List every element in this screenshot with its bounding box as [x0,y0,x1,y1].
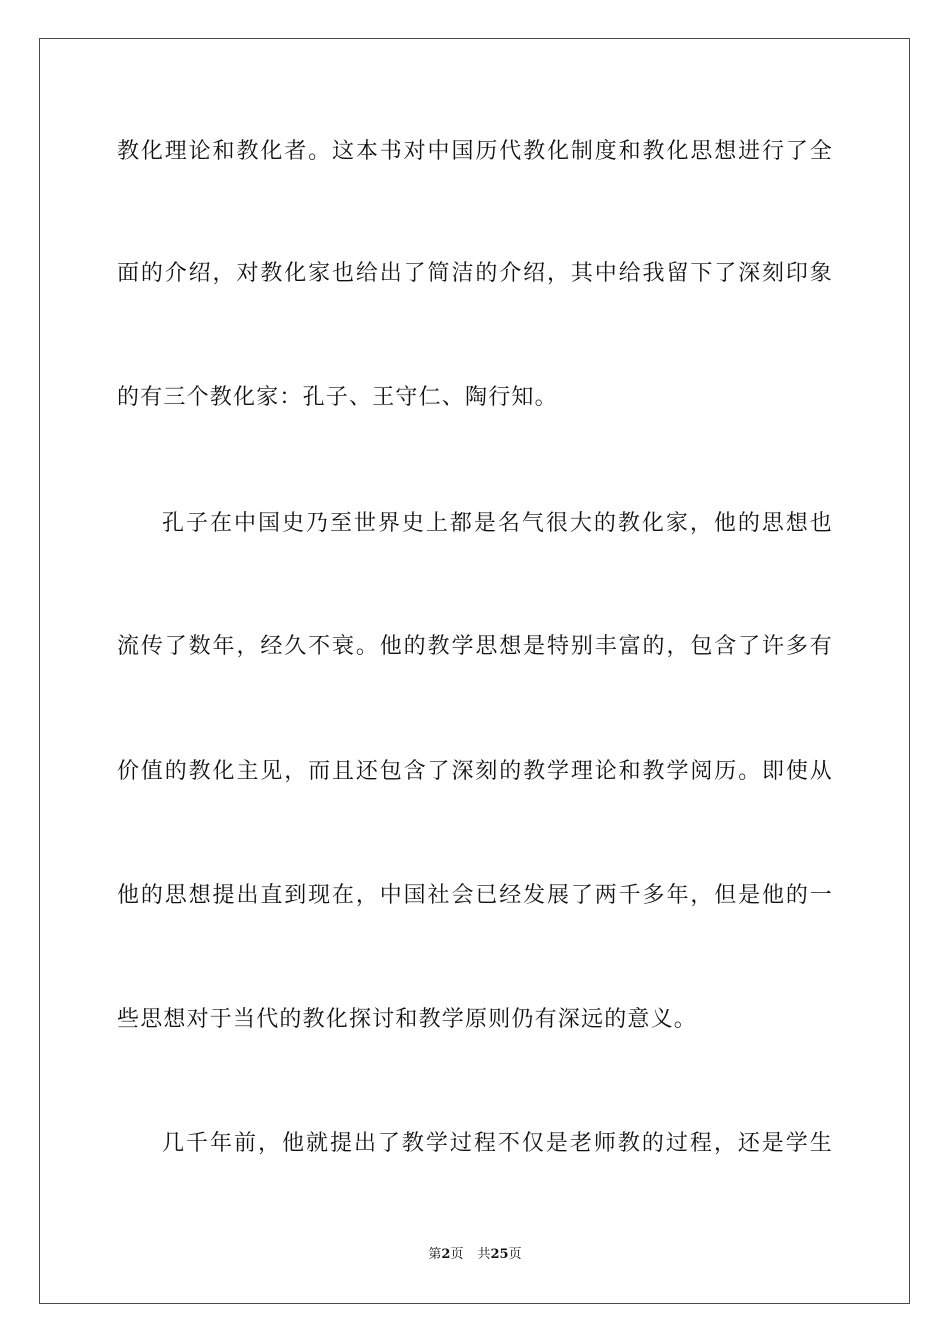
paragraph-line: 价值的教化主见，而且还包含了深刻的教学理论和教学阅历。即使从 [117,759,833,784]
page-border [39,38,910,1304]
paragraph-line: 些思想对于当代的教化探讨和教学原则仍有深远的意义。 [117,1007,698,1032]
page-total: 共25页 [477,1247,522,1262]
paragraph-line: 流传了数年，经久不衰。他的教学思想是特别丰富的，包含了许多有 [117,634,833,659]
page-footer [0,1246,950,1264]
page-number: 第2页 [428,1247,464,1262]
paragraph-line: 面的介绍，对教化家也给出了简洁的介绍，其中给我留下了深刻印象 [117,261,833,286]
paragraph-line: 几千年前，他就提出了教学过程不仅是老师教的过程，还是学生 [162,1131,833,1156]
paragraph-line: 教化理论和教化者。这本书对中国历代教化制度和教化思想进行了全 [117,139,833,164]
paragraph-line: 他的思想提出直到现在，中国社会已经发展了两千多年，但是他的一 [117,883,833,908]
paragraph-line: 孔子在中国史乃至世界史上都是名气很大的教化家，他的思想也 [162,511,833,536]
paragraph-line: 的有三个教化家：孔子、王守仁、陶行知。 [117,385,558,410]
